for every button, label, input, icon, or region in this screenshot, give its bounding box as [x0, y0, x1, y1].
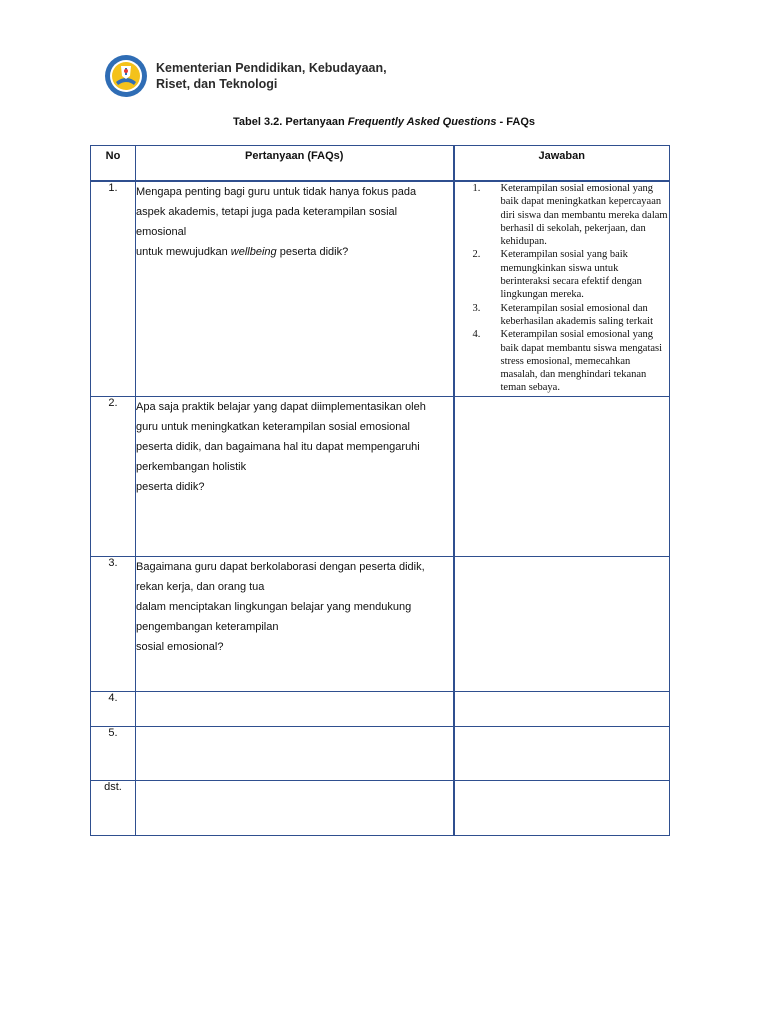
document-header: [104, 53, 387, 99]
question-cell: [136, 691, 454, 726]
question-line: perkembangan holistik: [136, 460, 247, 473]
table-header-row: [91, 146, 670, 182]
row-number: 4.: [91, 691, 136, 726]
question-cell: [136, 780, 454, 835]
row-number: 5.: [91, 726, 136, 780]
organization-line-1: Kementerian Pendidikan, Kebudayaan,: [156, 61, 387, 75]
answer-text: Keterampilan sosial emosional yang baik dapat membantu siswa mengatasi stress emosional, memecahkan masalah, dan menghindari tekanan teman sebaya.: [500, 329, 663, 394]
answer-cell: [454, 556, 670, 691]
question-cell: [136, 396, 454, 556]
question-line: sosial emosional?: [136, 640, 224, 653]
question-line: pengembangan keterampilan: [136, 620, 279, 633]
caption-suffix: - FAQs: [496, 116, 535, 128]
answer-cell: [454, 691, 670, 726]
question-line: [136, 242, 453, 262]
organization-name: [156, 60, 387, 92]
answer-cell: [454, 726, 670, 780]
row-number: 2.: [91, 396, 136, 556]
organization-line-2: Riset, dan Teknologi: [156, 77, 278, 91]
caption-prefix: Tabel 3.2. Pertanyaan: [232, 116, 348, 128]
table-row: [91, 396, 670, 556]
answer-number: 4.: [472, 329, 481, 341]
table-row: [91, 556, 670, 691]
question-line: peserta didik?: [136, 480, 205, 493]
answer-item: [455, 248, 670, 301]
question-text: untuk mewujudkan: [136, 246, 231, 258]
table-row: [91, 181, 670, 396]
question-line: emosional: [136, 226, 187, 238]
question-italic-term: wellbeing: [230, 246, 277, 258]
question-text: peserta didik?: [276, 246, 349, 258]
table-row: [91, 726, 670, 780]
question-line: Apa saja praktik belajar yang dapat diimplementasikan oleh: [136, 400, 426, 413]
table-row: [91, 691, 670, 726]
header-answer: Jawaban: [454, 146, 670, 182]
answer-item: [455, 182, 670, 248]
caption-italic: Frequently Asked Questions: [347, 116, 497, 128]
question-cell: [136, 181, 454, 396]
question-line: aspek akademis, tetapi juga pada keterampilan sosial: [136, 206, 398, 218]
row-number: dst.: [91, 780, 136, 835]
answer-number: 2.: [472, 249, 481, 261]
row-number: 1.: [91, 181, 136, 396]
answer-item: [455, 302, 670, 329]
question-line: Bagaimana guru dapat berkolaborasi dengan peserta didik,: [136, 560, 425, 573]
question-line: dalam menciptakan lingkungan belajar yang mendukung: [136, 600, 412, 613]
row-number: 3.: [91, 556, 136, 691]
answer-number: 3.: [472, 302, 481, 314]
question-cell: [136, 726, 454, 780]
question-line: peserta didik, dan bagaimana hal itu dapat mempengaruhi: [136, 440, 420, 453]
faq-table: [90, 145, 670, 836]
question-cell: [136, 556, 454, 691]
question-line: guru untuk meningkatkan keterampilan sosial emosional: [136, 420, 410, 433]
answer-item: [455, 328, 670, 394]
tut-wuri-handayani-logo-icon: [104, 54, 148, 98]
header-question: Pertanyaan (FAQs): [136, 146, 454, 182]
answer-list: [455, 182, 670, 395]
answer-text: Keterampilan sosial emosional dan keberhasilan akademis saling terkait: [500, 302, 653, 327]
question-line: Mengapa penting bagi guru untuk tidak hanya fokus pada: [136, 186, 417, 198]
answer-cell: [454, 780, 670, 835]
header-no: No: [91, 146, 136, 182]
answer-cell: [454, 181, 670, 396]
answer-number: 1.: [472, 183, 481, 194]
table-caption: [0, 116, 768, 128]
answer-text: Keterampilan sosial emosional yang baik dapat meningkatkan kepercayaan diri siswa dan membantu mereka dalam berhasil di sekolah, pekerjaan, dan kehidupan.: [500, 183, 668, 248]
table-row: [91, 780, 670, 835]
question-line: rekan kerja, dan orang tua: [136, 580, 265, 593]
answer-cell: [454, 396, 670, 556]
answer-text: Keterampilan sosial yang baik memungkinkan siswa untuk berinteraksi secara efektif dengan lingkungan mereka.: [500, 249, 642, 301]
